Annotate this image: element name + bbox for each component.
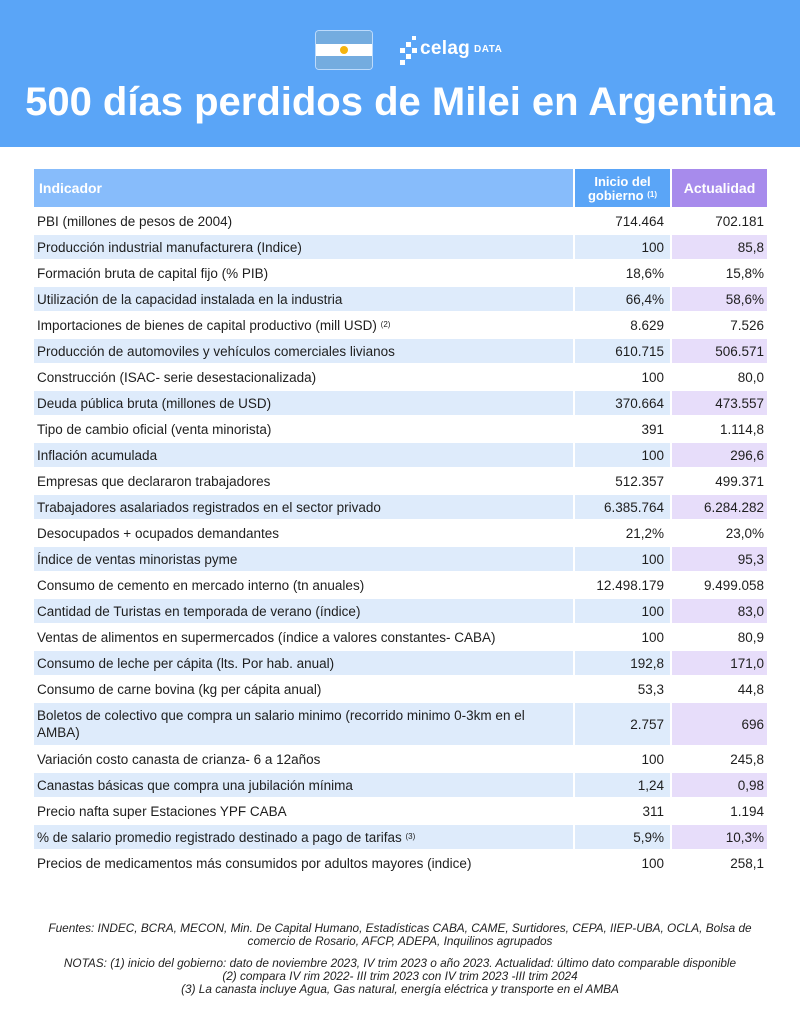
indicator-label: PBI (millones de pesos de 2004) (37, 213, 233, 229)
cell-current-value: 473.557 (670, 391, 767, 415)
table-header-row (34, 169, 767, 207)
table-row (34, 573, 767, 597)
cell-start-value: 100 (573, 747, 670, 771)
indicator-label: Consumo de leche per cápita (lts. Por hab. anual) (37, 655, 335, 671)
cell-indicator (34, 521, 573, 545)
header-banner (0, 0, 800, 147)
cell-indicator (34, 313, 573, 337)
cell-indicator (34, 261, 573, 285)
indicator-label: Construcción (ISAC- serie desestacionalizada) (37, 369, 317, 385)
cell-current-value: 80,9 (670, 625, 767, 649)
cell-indicator (34, 339, 573, 363)
cell-start-value: 370.664 (573, 391, 670, 415)
table-row (34, 747, 767, 771)
table-row (34, 547, 767, 571)
table-row (34, 443, 767, 467)
cell-start-value: 610.715 (573, 339, 670, 363)
cell-current-value: 171,0 (670, 651, 767, 675)
cell-indicator (34, 417, 573, 441)
indicators-table (34, 167, 767, 877)
indicator-label: Boletos de colectivo que compra un salario minimo (recorrido minimo 0-3km en el AMBA) (37, 708, 525, 740)
cell-current-value: 15,8% (670, 261, 767, 285)
flag-argentina-icon (316, 31, 372, 69)
cell-start-value: 8.629 (573, 313, 670, 337)
cell-start-value: 100 (573, 599, 670, 623)
celag-logo (400, 36, 520, 66)
cell-start-value: 21,2% (573, 521, 670, 545)
cell-current-value: 258,1 (670, 851, 767, 875)
cell-start-value: 714.464 (573, 209, 670, 233)
table-row (34, 625, 767, 649)
table-row (34, 495, 767, 519)
page-title: 500 días perdidos de Milei en Argentina (25, 80, 775, 124)
cell-start-value: 192,8 (573, 651, 670, 675)
cell-current-value: 499.371 (670, 469, 767, 493)
cell-start-value: 53,3 (573, 677, 670, 701)
cell-current-value: 80,0 (670, 365, 767, 389)
table-row (34, 365, 767, 389)
indicator-label: Utilización de la capacidad instalada en la industria (37, 291, 343, 307)
indicator-label: Producción de automoviles y vehículos comerciales livianos (37, 343, 395, 359)
indicator-label: Deuda pública bruta (millones de USD) (37, 395, 272, 411)
indicator-label: Precio nafta super Estaciones YPF CABA (37, 803, 287, 819)
cell-indicator (34, 495, 573, 519)
table-row (34, 391, 767, 415)
table-row (34, 417, 767, 441)
indicator-label: Variación costo canasta de crianza- 6 a 12años (37, 751, 321, 767)
cell-start-value: 100 (573, 625, 670, 649)
cell-indicator (34, 851, 573, 875)
cell-indicator (34, 773, 573, 797)
table-row (34, 851, 767, 875)
indicator-label: Precios de medicamentos más consumidos por adultos mayores (indice) (37, 855, 472, 871)
indicator-label: Consumo de carne bovina (kg per cápita anual) (37, 681, 322, 697)
note-3: (3) La canasta incluye Agua, Gas natural, energía eléctrica y transporte en el AMBA (181, 982, 619, 996)
table-row (34, 261, 767, 285)
indicator-label: Cantidad de Turistas en temporada de verano (índice) (37, 603, 361, 619)
cell-current-value: 6.284.282 (670, 495, 767, 519)
cell-current-value: 245,8 (670, 747, 767, 771)
logo-name: celag (420, 38, 471, 59)
cell-start-value: 6.385.764 (573, 495, 670, 519)
cell-indicator (34, 573, 573, 597)
indicator-note: (2) (380, 319, 391, 329)
col-header-current: Actualidad (670, 169, 767, 207)
indicator-label: Tipo de cambio oficial (venta minorista) (37, 421, 272, 437)
table-row (34, 209, 767, 233)
table-row (34, 677, 767, 701)
logo-sub: DATA (474, 44, 503, 55)
table-row (34, 773, 767, 797)
cell-current-value: 296,6 (670, 443, 767, 467)
note-2: (2) compara IV rim 2022- III trim 2023 con IV trim 2023 -III trim 2024 (222, 969, 578, 983)
table-row (34, 235, 767, 259)
table-row (34, 799, 767, 823)
cell-current-value: 44,8 (670, 677, 767, 701)
cell-current-value: 506.571 (670, 339, 767, 363)
cell-current-value: 1.194 (670, 799, 767, 823)
cell-start-value: 66,4% (573, 287, 670, 311)
cell-indicator (34, 799, 573, 823)
col-header-start (573, 169, 670, 207)
table-row (34, 703, 767, 745)
cell-current-value: 7.526 (670, 313, 767, 337)
cell-current-value: 85,8 (670, 235, 767, 259)
cell-indicator (34, 469, 573, 493)
cell-indicator (34, 547, 573, 571)
col-header-start-label: Inicio del gobierno (587, 173, 651, 203)
table-row (34, 469, 767, 493)
cell-current-value: 23,0% (670, 521, 767, 545)
cell-start-value: 391 (573, 417, 670, 441)
note-1: NOTAS: (1) inicio del gobierno: dato de noviembre 2023, IV trim 2023 o año 2023. Actualidad: último dato comparable disponible (63, 956, 737, 970)
cell-start-value: 100 (573, 443, 670, 467)
cell-indicator (34, 825, 573, 849)
table-row (34, 287, 767, 311)
cell-start-value: 100 (573, 547, 670, 571)
cell-indicator (34, 677, 573, 701)
cell-current-value: 83,0 (670, 599, 767, 623)
indicator-label: Empresas que declararon trabajadores (37, 473, 271, 489)
cell-current-value: 10,3% (670, 825, 767, 849)
indicator-label: Consumo de cemento en mercado interno (tn anuales) (37, 577, 365, 593)
indicator-note: (3) (405, 831, 416, 841)
cell-indicator (34, 625, 573, 649)
footer-notes (30, 922, 770, 996)
indicator-label: Trabajadores asalariados registrados en el sector privado (37, 499, 381, 515)
cell-current-value: 0,98 (670, 773, 767, 797)
indicator-label: Inflación acumulada (37, 447, 158, 463)
indicator-label: Producción industrial manufacturera (Indice) (37, 239, 302, 255)
table-row (34, 825, 767, 849)
cell-indicator (34, 443, 573, 467)
indicator-label: Índice de ventas minoristas pyme (37, 551, 238, 567)
table-row (34, 339, 767, 363)
indicator-label: % de salario promedio registrado destinado a pago de tarifas (37, 829, 402, 845)
cell-indicator (34, 235, 573, 259)
indicator-label: Desocupados + ocupados demandantes (37, 525, 280, 541)
cell-start-value: 311 (573, 799, 670, 823)
cell-start-value: 100 (573, 851, 670, 875)
table-row (34, 313, 767, 337)
cell-indicator (34, 287, 573, 311)
indicator-label: Formación bruta de capital fijo (% PIB) (37, 265, 269, 281)
indicator-label: Canastas básicas que compra una jubilación mínima (37, 777, 353, 793)
col-header-start-note: (1) (647, 189, 657, 199)
cell-current-value: 58,6% (670, 287, 767, 311)
cell-current-value: 696 (670, 703, 767, 745)
cell-indicator (34, 651, 573, 675)
cell-start-value: 1,24 (573, 773, 670, 797)
cell-indicator (34, 703, 573, 745)
cell-current-value: 9.499.058 (670, 573, 767, 597)
col-header-indicator: Indicador (34, 169, 573, 207)
table-row (34, 599, 767, 623)
cell-current-value: 95,3 (670, 547, 767, 571)
cell-current-value: 702.181 (670, 209, 767, 233)
cell-indicator (34, 391, 573, 415)
cell-indicator (34, 747, 573, 771)
cell-start-value: 512.357 (573, 469, 670, 493)
cell-start-value: 12.498.179 (573, 573, 670, 597)
table-row (34, 521, 767, 545)
indicator-label: Importaciones de bienes de capital productivo (mill USD) (37, 317, 377, 333)
indicator-label: Ventas de alimentos en supermercados (índice a valores constantes- CABA) (37, 629, 496, 645)
cell-indicator (34, 209, 573, 233)
cell-indicator (34, 599, 573, 623)
cell-indicator (34, 365, 573, 389)
cell-start-value: 18,6% (573, 261, 670, 285)
table-row (34, 651, 767, 675)
cell-start-value: 5,9% (573, 825, 670, 849)
cell-start-value: 2.757 (573, 703, 670, 745)
cell-start-value: 100 (573, 235, 670, 259)
sources-text: Fuentes: INDEC, BCRA, MECON, Min. De Capital Humano, Estadísticas CABA, CAME, Surtidores, CEPA, IIEP-UBA, OCLA, Bolsa de comercio de Rosario, AFCP, ADEPA, Inquilinos agrupados (48, 921, 752, 948)
cell-start-value: 100 (573, 365, 670, 389)
cell-current-value: 1.114,8 (670, 417, 767, 441)
